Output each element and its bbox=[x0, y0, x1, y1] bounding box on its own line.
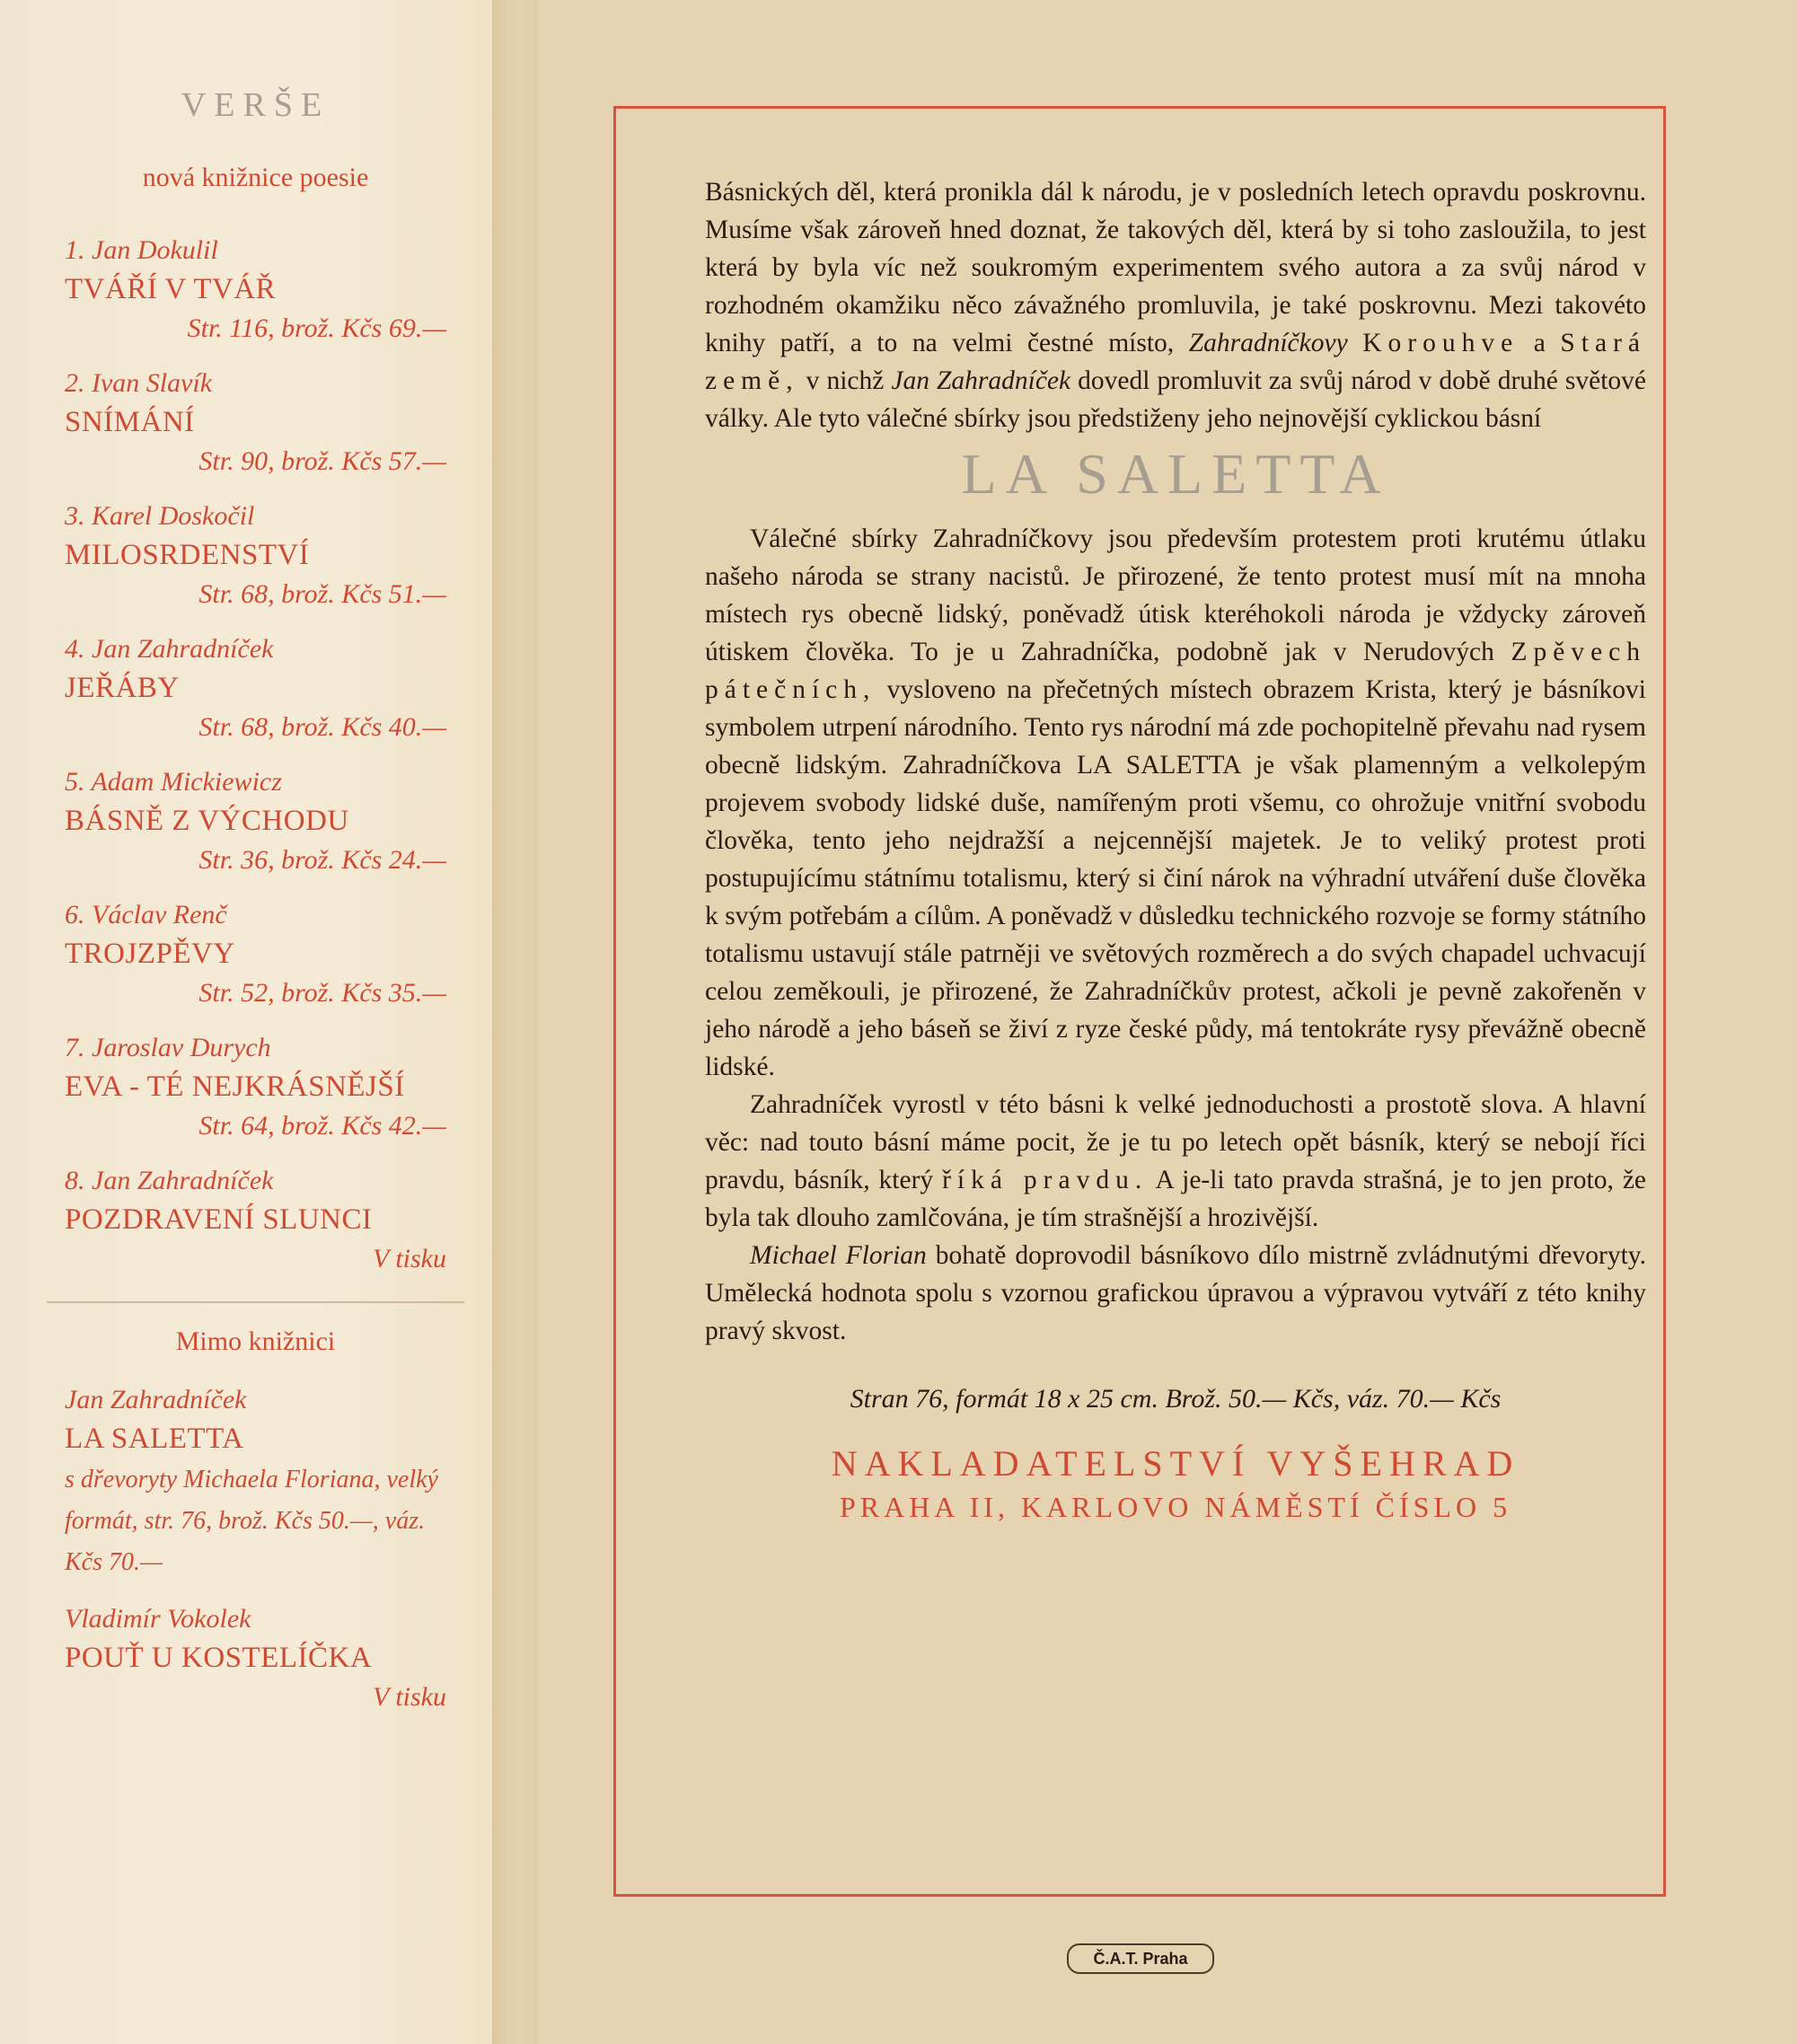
text-run: dovedl promluvit za svůj národ v době druhé světové války. Ale tyto válečné sbírky jsou předstiženy jeho nejnovější cyklickou básní bbox=[705, 366, 1647, 433]
publisher-address: PRAHA II, KARLOVO NÁMĚSTÍ ČÍSLO 5 bbox=[839, 1491, 1512, 1523]
entry-author: 6. Václav Renč bbox=[65, 900, 227, 929]
book-entry-8 bbox=[65, 1163, 446, 1278]
text-run: Michael Florian bbox=[750, 1241, 927, 1270]
text-run: Zpěvech pátečních, bbox=[705, 638, 1647, 704]
book-entry-2 bbox=[65, 366, 446, 480]
entry-price: V tisku bbox=[373, 1682, 446, 1712]
text-run: bohatě doprovodil básníkovo dílo mistrně zvládnutými dřevoryty. Umělecká hodnota spolu s vzornou grafickou úpravou a výpravou vytváří z této knihy pravý skvost. bbox=[705, 1241, 1647, 1345]
flap-content bbox=[65, 85, 446, 1734]
entry-title: MILOSRDENSTVÍ bbox=[65, 539, 310, 571]
format-price-line: Stran 76, formát 18 x 25 cm. Brož. 50.— Kčs, váz. 70.— Kčs bbox=[850, 1384, 1502, 1414]
book-title: LA SALETTA bbox=[961, 442, 1390, 506]
text-run: v nichž bbox=[806, 366, 885, 395]
book-entry-5 bbox=[65, 764, 446, 879]
book-entry-7 bbox=[65, 1030, 446, 1145]
text-run: A je-li tato pravda strašná, je to jen proto, že byla tak dlouho zamlčována, je tím strašnější a hrozivější. bbox=[705, 1166, 1647, 1232]
book-entry-1 bbox=[65, 233, 446, 348]
entry-title: TVÁŘÍ V TVÁŘ bbox=[65, 273, 277, 305]
entry-price: Str. 68, brož. Kčs 40.— bbox=[198, 712, 446, 742]
entry-price: Str. 90, brož. Kčs 57.— bbox=[198, 446, 446, 476]
entry-author: Jan Zahradníček bbox=[65, 1385, 247, 1414]
paragraph-2 bbox=[705, 520, 1646, 1086]
extra-entry-2 bbox=[65, 1601, 446, 1716]
entry-author: 2. Ivan Slavík bbox=[65, 368, 213, 398]
book-entry-3 bbox=[65, 498, 446, 613]
mimo-title: Mimo knižnici bbox=[175, 1326, 336, 1356]
text-run: Zahradníčkovy bbox=[1188, 329, 1348, 357]
entry-author: 5. Adam Mickiewicz bbox=[65, 767, 282, 797]
entry-author: 3. Karel Doskočil bbox=[65, 501, 255, 531]
entry-price: Str. 116, brož. Kčs 69.— bbox=[187, 313, 446, 343]
entry-price: V tisku bbox=[373, 1244, 446, 1273]
blurb-text bbox=[705, 173, 1646, 1526]
entry-title: SNÍMÁNÍ bbox=[65, 406, 195, 438]
entry-title: BÁSNĚ Z VÝCHODU bbox=[65, 805, 349, 837]
entry-title: EVA - TÉ NEJKRÁSNĚJŠÍ bbox=[65, 1070, 405, 1103]
entry-author: 4. Jan Zahradníček bbox=[65, 634, 274, 664]
entry-title: LA SALETTA bbox=[65, 1423, 244, 1455]
entry-author: 1. Jan Dokulil bbox=[65, 235, 218, 265]
text-run: Stará země, bbox=[705, 329, 1647, 395]
text-run: Jan Zahradníček bbox=[891, 366, 1071, 395]
entry-price: Str. 68, brož. Kčs 51.— bbox=[198, 579, 446, 609]
text-run: Válečné sbírky Zahradníčkovy jsou především protestem proti krutému útlaku našeho národa se strany nacistů. Je přirozené, že tento protest musí mít na mnoha místech rys obecně lidský, poněvadž útisk kteréhokoli národa je vždycky zároveň útiskem člověka. To je u Zahradníčka, podobně jak v Nerudových bbox=[705, 524, 1646, 666]
entry-title: TROJZPĚVY bbox=[65, 938, 235, 970]
printer-stamp: Č.A.T. Praha bbox=[1067, 1943, 1214, 1974]
text-run: Básnických děl, která pronikla dál k národu, je v posledních letech opravdu poskrovnu. Musíme však zároveň hned doznat, že takových děl, která by si toho zasloužila, to jest která by byla víc než soukromým experimentem svého autora a za svůj národ v rozhodném okamžiku něco závažného promluvila, je také poskrovnu. Mezi takovéto knihy patří, a to na velmi čestné místo, bbox=[705, 178, 1646, 357]
publisher-name: NAKLADATELSTVÍ VYŠEHRAD bbox=[831, 1443, 1520, 1484]
series-subtitle: nová knižnice poesie bbox=[142, 163, 369, 192]
text-run: Zahradníček vyrostl v této básni k velké jednoduchosti a prostotě slova. A hlavní věc: nad touto básní máme pocit, že je tu po letech opět básník, který se nebojí říci pravdu, básník, který bbox=[705, 1090, 1646, 1194]
paragraph-4 bbox=[705, 1237, 1646, 1350]
paragraph-3 bbox=[705, 1086, 1646, 1237]
entry-author: 7. Jaroslav Durych bbox=[65, 1033, 271, 1062]
entry-price: Str. 36, brož. Kčs 24.— bbox=[198, 845, 446, 875]
left-flap bbox=[0, 0, 494, 2044]
book-spine bbox=[492, 0, 537, 2044]
text-run: říká pravdu. bbox=[942, 1166, 1149, 1194]
book-entry-4 bbox=[65, 631, 446, 746]
entry-author: 8. Jan Zahradníček bbox=[65, 1166, 274, 1195]
book-entry-6 bbox=[65, 897, 446, 1012]
series-title: VERŠE bbox=[181, 86, 330, 124]
entry-title: POZDRAVENÍ SLUNCI bbox=[65, 1203, 373, 1236]
divider bbox=[47, 1301, 464, 1303]
paragraph-1 bbox=[705, 173, 1646, 437]
text-run: Korouhve bbox=[1362, 329, 1520, 357]
entry-price: Str. 64, brož. Kčs 42.— bbox=[198, 1111, 446, 1141]
extra-entry-1 bbox=[65, 1382, 446, 1583]
entry-price: Str. 52, brož. Kčs 35.— bbox=[198, 978, 446, 1008]
entry-author: Vladimír Vokolek bbox=[65, 1604, 251, 1634]
text-run: vysloveno na přečetných místech obrazem Krista, který je básníkovi symbolem utrpení národního. Tento rys národní má zde pochopitelně převahu nad rysem obecně lidským. Zahradníčkova LA SALETTA je však plamenným a velkolepým projevem svobody lidské duše, namířeným proti všemu, co ohrožuje vnitřní svobodu člověka, tento jeho nejdražší a nejcennější majetek. Je to veliký protest proti postupujícímu státnímu totalismu, který si činí nárok na výhradní utváření duše člověka k svým potřebám a cílům. A poněvadž v důsledku technického rozvoje se formy státního totalismu ustavují stále patrněji ve světových rozměrech a do svých chapadel uchvacují celou zeměkouli, je přirozené, že Zahradníčkův protest, ačkoli je pevně zakořeněn v jeho národě a jeho báseň se živí z ryze české půdy, má tentokráte rysy převážně obecně lidské. bbox=[705, 675, 1646, 1081]
entry-title: JEŘÁBY bbox=[65, 672, 180, 704]
entry-title: POUŤ U KOSTELÍČKA bbox=[65, 1642, 373, 1674]
text-run: a bbox=[1533, 329, 1546, 357]
entry-description: s dřevoryty Michaela Floriana, velký formát, str. 76, brož. Kčs 50.—, váz. Kčs 70.— bbox=[65, 1466, 438, 1576]
